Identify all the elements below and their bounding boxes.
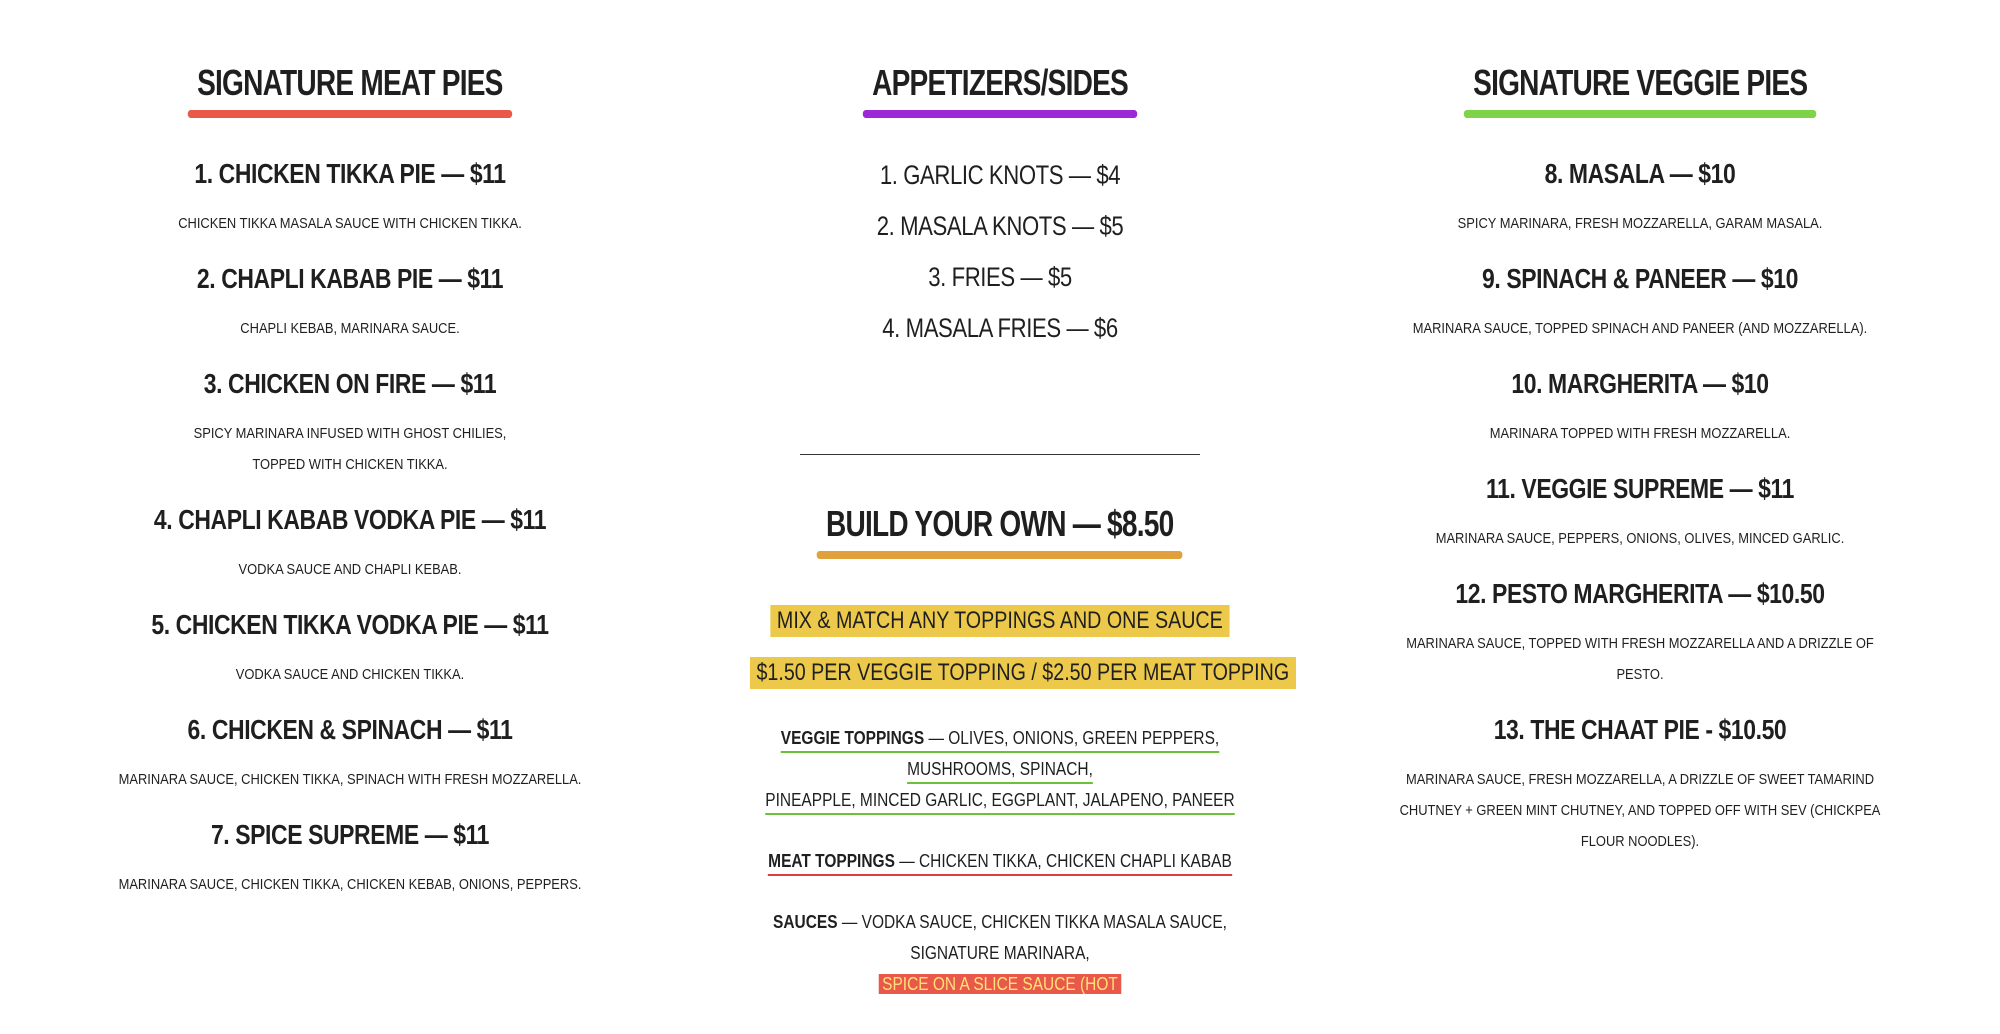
menu-item-description-line: FLOUR NOODLES). xyxy=(1580,833,1700,850)
appetizer-item: 1. GARLIC KNOTS — $4 xyxy=(879,160,1121,190)
menu-item-description xyxy=(83,313,616,344)
menu-item-description xyxy=(83,418,616,480)
menu-item xyxy=(1330,259,1950,344)
menu-item-title: 9. SPINACH & PANEER — $10 xyxy=(1482,263,1798,294)
veggie-toppings-label: VEGGIE TOPPINGS xyxy=(780,728,925,748)
menu-item-description-line: MARINARA SAUCE, FRESH MOZZARELLA, A DRIZZLE OF SWEET TAMARIND xyxy=(1405,771,1875,788)
menu-item-description-line: PESTO. xyxy=(1616,666,1664,683)
middle-column xyxy=(690,0,1310,1000)
menu-item xyxy=(1330,469,1950,554)
menu-item-title: 2. CHAPLI KABAB PIE — $11 xyxy=(196,263,504,294)
menu-item-description-line: MARINARA SAUCE, TOPPED WITH FRESH MOZZARELLA AND A DRIZZLE OF xyxy=(1406,635,1874,652)
menu-item-title: 11. VEGGIE SUPREME — $11 xyxy=(1486,473,1794,504)
menu-item-description-line: MARINARA SAUCE, CHICKEN TIKKA, CHICKEN KEBAB, ONIONS, PEPPERS. xyxy=(118,876,582,893)
veggie-toppings-block xyxy=(733,723,1266,816)
menu-item-description-line: CHAPLI KEBAB, MARINARA SAUCE. xyxy=(240,320,460,337)
sauces-label: SAUCES xyxy=(773,912,838,932)
menu-item-description xyxy=(1373,628,1906,690)
menu-item-description xyxy=(1373,208,1906,239)
menu-item-description-line: SPICY MARINARA INFUSED WITH GHOST CHILIES, xyxy=(193,425,507,442)
menu-item-title: 4. CHAPLI KABAB VODKA PIE — $11 xyxy=(153,504,547,535)
menu-item xyxy=(1330,154,1950,239)
menu-item xyxy=(40,364,660,480)
menu-item-description-line: MARINARA SAUCE, CHICKEN TIKKA, SPINACH WITH FRESH MOZZARELLA. xyxy=(118,771,582,788)
menu-item xyxy=(40,605,660,690)
menu-item-description-line: CHICKEN TIKKA MASALA SAUCE WITH CHICKEN TIKKA. xyxy=(178,215,522,232)
sauces-block xyxy=(733,907,1266,1000)
build-your-own-underline xyxy=(817,551,1183,559)
menu-item-description xyxy=(1373,313,1906,344)
menu-item-description-line: TOPPED WITH CHICKEN TIKKA. xyxy=(252,456,448,473)
menu-item-description xyxy=(83,869,616,900)
menu-item-description-line: MARINARA SAUCE, PEPPERS, ONIONS, OLIVES, MINCED GARLIC. xyxy=(1435,530,1845,547)
meat-pies-column xyxy=(40,0,660,920)
menu-item-description-line: CHUTNEY + GREEN MINT CHUTNEY, AND TOPPED OFF WITH SEV (CHICKPEA xyxy=(1399,802,1881,819)
appetizer-item: 3. FRIES — $5 xyxy=(928,262,1072,292)
build-your-own-heading xyxy=(822,503,1179,551)
menu-item xyxy=(40,500,660,585)
meat-toppings-text: — CHICKEN TIKKA, CHICKEN CHAPLI KABAB xyxy=(894,851,1232,871)
menu-item-title: 3. CHICKEN ON FIRE — $11 xyxy=(203,368,497,399)
menu-item-description xyxy=(83,208,616,239)
appetizers-underline xyxy=(863,110,1138,118)
veggie-toppings-text: — OLIVES, ONIONS, GREEN PEPPERS, MUSHROOMS, SPINACH, xyxy=(907,728,1220,779)
menu-item xyxy=(40,815,660,900)
menu-item-description-line: VODKA SAUCE AND CHAPLI KEBAB. xyxy=(238,561,462,578)
veggie-pies-underline xyxy=(1464,110,1817,118)
veggie-toppings-line-1 xyxy=(781,728,1219,784)
menu-item-description-line: SPICY MARINARA, FRESH MOZZARELLA, GARAM MASALA. xyxy=(1457,215,1823,232)
appetizers-heading xyxy=(867,62,1132,110)
menu-item-title: 12. PESTO MARGHERITA — $10.50 xyxy=(1455,578,1825,609)
menu-item-description-line: VODKA SAUCE AND CHICKEN TIKKA. xyxy=(235,666,465,683)
menu-item xyxy=(1330,710,1950,857)
veggie-pies-column xyxy=(1330,0,1950,877)
meat-toppings-block xyxy=(733,846,1266,877)
appetizers-list xyxy=(690,150,1310,354)
section-divider xyxy=(800,454,1200,455)
meat-pies-heading xyxy=(193,62,508,110)
menu-item-description xyxy=(83,554,616,585)
byo-pricing-highlight: $1.50 PER VEGGIE TOPPING / $2.50 PER MEAT TOPPING xyxy=(750,657,1296,689)
menu-item-title: 8. MASALA — $10 xyxy=(1544,158,1736,189)
appetizers-title: APPETIZERS/SIDES xyxy=(872,62,1128,103)
menu-item-title: 6. CHICKEN & SPINACH — $11 xyxy=(187,714,513,745)
menu-item-title: 1. CHICKEN TIKKA PIE — $11 xyxy=(194,158,506,189)
menu-item-description xyxy=(1373,764,1906,857)
sauces-text: — VODKA SAUCE, CHICKEN TIKKA MASALA SAUCE, SIGNATURE MARINARA, xyxy=(837,912,1227,963)
menu-item xyxy=(40,259,660,344)
veggie-pies-heading xyxy=(1468,62,1812,110)
menu-item-title: 7. SPICE SUPREME — $11 xyxy=(210,819,490,850)
build-your-own-title: BUILD YOUR OWN — $8.50 xyxy=(826,503,1174,544)
meat-toppings-label: MEAT TOPPINGS xyxy=(768,851,895,871)
menu-item xyxy=(1330,364,1950,449)
menu-item xyxy=(40,710,660,795)
menu-item-description xyxy=(1373,523,1906,554)
meat-pies-underline xyxy=(188,110,512,118)
appetizer-item: 2. MASALA KNOTS — $5 xyxy=(876,211,1124,241)
menu-item-description-line: MARINARA TOPPED WITH FRESH MOZZARELLA. xyxy=(1489,425,1791,442)
appetizer-item: 4. MASALA FRIES — $6 xyxy=(882,313,1118,343)
menu-item-title: 13. THE CHAAT PIE - $10.50 xyxy=(1493,714,1787,745)
veggie-toppings-line-2: PINEAPPLE, MINCED GARLIC, EGGPLANT, JALAPENO, PANEER xyxy=(765,790,1234,815)
menu-item-title: 5. CHICKEN TIKKA VODKA PIE — $11 xyxy=(151,609,549,640)
veggie-pies-title: SIGNATURE VEGGIE PIES xyxy=(1472,62,1808,103)
menu-item-description xyxy=(1373,418,1906,449)
hot-sauce-highlight: SPICE ON A SLICE SAUCE (HOT xyxy=(879,974,1122,994)
meat-pies-title: SIGNATURE MEAT PIES xyxy=(197,62,503,103)
menu-item-description-line: MARINARA SAUCE, TOPPED SPINACH AND PANEER (AND MOZZARELLA). xyxy=(1412,320,1868,337)
menu-item xyxy=(40,154,660,239)
meat-pies-list xyxy=(40,154,660,900)
menu-item-description xyxy=(83,764,616,795)
menu-item-title: 10. MARGHERITA — $10 xyxy=(1511,368,1769,399)
veggie-pies-list xyxy=(1330,154,1950,857)
menu-item xyxy=(1330,574,1950,690)
meat-toppings-line xyxy=(768,851,1232,876)
byo-mix-match-highlight: MIX & MATCH ANY TOPPINGS AND ONE SAUCE xyxy=(771,605,1230,637)
menu-item-description xyxy=(83,659,616,690)
